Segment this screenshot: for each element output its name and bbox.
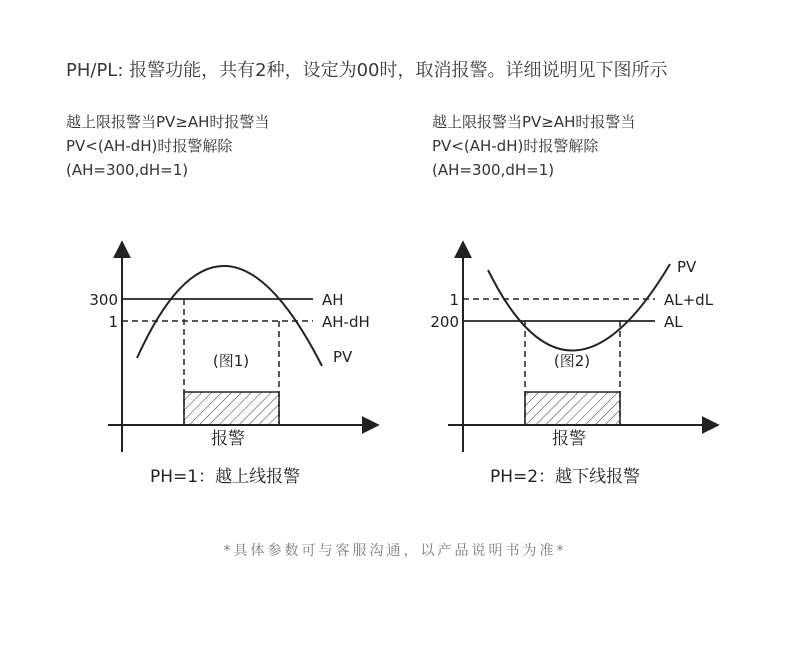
right-figure-label: (图2) (553, 352, 591, 370)
left-pv-label: PV (333, 348, 353, 366)
left-ah-dh-label: AH-dH (322, 313, 370, 331)
left-desc-line-3: (AH=300,dH=1) (66, 161, 189, 179)
left-alarm-zone (184, 392, 279, 425)
right-desc-line-3: (AH=300,dH=1) (432, 161, 555, 179)
right-alarm-zone (525, 392, 620, 425)
right-desc-line-1: 越上限报警当PV≥AH时报警当 (432, 113, 636, 131)
left-diagram (89, 242, 378, 452)
left-desc-line-2: PV<(AH-dH)时报警解除 (66, 137, 233, 155)
left-tick-bottom: 1 (108, 313, 118, 331)
left-alarm-label: 报警 (211, 429, 245, 449)
right-al-label: AL (664, 313, 683, 331)
right-pv-label: PV (677, 258, 697, 276)
right-diagram (430, 242, 718, 452)
left-pv-curve (137, 266, 322, 366)
left-tick-top: 300 (89, 291, 118, 309)
right-caption: PH=2：越下线报警 (490, 467, 641, 487)
right-pv-curve (488, 264, 670, 351)
footer-note: *具体参数可与客服沟通，以产品说明书为准* (223, 543, 567, 559)
left-desc-line-1: 越上限报警当PV≥AH时报警当 (66, 113, 270, 131)
right-tick-bottom: 200 (430, 313, 459, 331)
right-alarm-label: 报警 (552, 429, 586, 449)
right-tick-top: 1 (449, 291, 459, 309)
headline: PH/PL: 报警功能，共有2种，设定为00时，取消报警。详细说明见下图所示 (66, 60, 668, 81)
right-desc-line-2: PV<(AH-dH)时报警解除 (432, 137, 599, 155)
right-al-dl-label: AL+dL (664, 291, 714, 309)
left-caption: PH=1：越上线报警 (150, 467, 301, 487)
left-ah-label: AH (322, 291, 344, 309)
left-figure-label: (图1) (212, 352, 250, 370)
